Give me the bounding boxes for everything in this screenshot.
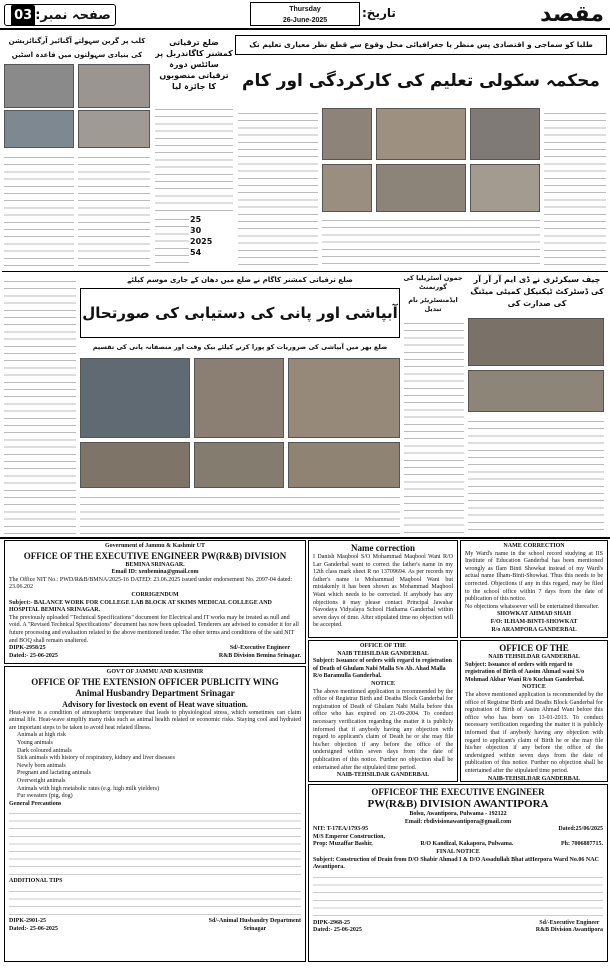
ad-body: My Ward's name in the school record studying at IIS Institute of Education Ganderbal has been mentioned wrongly as Ilam Binti Showkat instead of my Ward's actual name Ilham-Binti-Showkat. Thus this needs to be corrected. Objections if any in this regard, may be filed to the school office within 7 days from the date of publication of this notice.	[465, 550, 603, 603]
ad-title2: PW(R&B) DIVISION AWANTIPORA	[367, 798, 549, 810]
mid-col-headline: ضلع ترقیاتی کمشنر کاگاندربل پر سائٹس دورہ ترقیاتی منصوبوں کا جائزہ لیا	[155, 38, 233, 91]
news-photo	[4, 64, 74, 108]
ad-sign: NAIB-TEHSILDAR GANDERBAL	[487, 775, 581, 782]
news-photo	[80, 358, 190, 438]
ad-final-notice: FINAL NOTICE	[436, 848, 480, 855]
ad-email: Email ID: xenbemina@gmail.com	[111, 569, 199, 576]
article-text	[9, 808, 301, 878]
ad-advisory: Advisory for livestock on event of Heat wave situation.	[62, 699, 248, 709]
list-item: Newly born animals	[17, 762, 66, 769]
ad-gov: GOVT OF JAMMU AND KASHMIR	[106, 669, 204, 675]
ad-body: Heat-wave is a condition of atmospheric temperature that leads to physiological stress, which sometimes can claim animal life. Heat-wave simplify many risks such as animal health related or economic risks. Staying cool and hydrated are important steps to be taken to avoid heat related illness.	[9, 709, 301, 731]
news-photo	[470, 108, 540, 160]
ad-sign: F/O: ILHAM-BINTI-SHOWKAT	[490, 618, 578, 625]
ad-title: OFFICEOF THE EXECUTIVE ENGINEER	[371, 787, 545, 797]
ad-dipk: DIPK-2958/25	[9, 645, 46, 652]
list-item: Pregnant and lactating animals	[17, 770, 91, 777]
news-photo	[376, 164, 466, 212]
ad-dated: Dated:- 25-06-2025	[313, 927, 362, 934]
second-story-headline: آبپاشی اور پانی کی دستیابی کی صورتحال	[80, 288, 400, 338]
day: Thursday	[289, 6, 321, 13]
news-photo	[322, 108, 372, 160]
news-photo	[288, 358, 400, 438]
list-item: Fur sweaters (pig, dog)	[17, 793, 73, 800]
ad-sign: Sd/-Animal Husbandry Department	[208, 917, 301, 924]
ad-dated: Dated:- 25-06-2025	[9, 652, 58, 659]
ad-pwd-awantipora	[308, 784, 608, 962]
news-photo	[78, 64, 150, 108]
list-item: Sick animals with history of respiratory, kidney and liver diseases	[17, 755, 175, 762]
article-text	[544, 108, 606, 268]
top-story-strap: طلبا کو سماجی و اقتصادی پس منظر یا جغرافیائی محل وقوع سے قطع نظر معیاری تعلیم تک	[235, 35, 607, 55]
article-text	[9, 886, 301, 918]
ad-gov: Government of Jammu & Kashmir UT	[104, 543, 206, 549]
ad-nit: The Office NIT No.: PWD/R&B/BMNA/2025-16 DATED: 23.06.2025 issued under endorsement No. 2097-04 dated: 23.06.202	[9, 576, 293, 591]
ad-sign: R&B Division Bemina Srinagar.	[218, 652, 301, 659]
short-story-headline: جموں آسٹریلیا کی گورنمنٹ	[403, 274, 463, 291]
divider	[2, 271, 608, 272]
date: 26-June-2025	[282, 17, 328, 24]
article-text	[313, 872, 603, 920]
list-item: Overweight animals	[17, 777, 66, 784]
ad-title: OFFICE OF THE EXECUTIVE ENGINEER PW(R&B) DIVISION	[23, 550, 287, 561]
numbers-block	[190, 214, 230, 258]
ad-body: The above mentioned application is recommended by the office of Registrar Birth and Deaths Block Ganderbal for registration of Birth of Aasim Ahmad Wani before this office who has born on 13-01-2013. To conduct necessary verification regarding the matter it is publicly informed that if anybody having any objection with regard to applicant's claim of Birth he or she may file his/her objection if any before the office of the undersigned within seven days from the date of publication of this notice. Further no objection shall be entertained after the stipulated time period.	[465, 691, 603, 774]
ad-sign: R&B Division Awantipora	[535, 927, 603, 934]
ad-dipk: DIPK-2901-25	[9, 917, 46, 924]
ad-dated: Dated:- 25-06-2025	[9, 925, 58, 932]
page-number: 03	[11, 5, 35, 26]
ad-title: NAME CORRECTION	[503, 543, 565, 549]
article-text	[78, 152, 150, 267]
ad-body: The above mentioned application is recommended by the office of Registrar Birth and Deaths Block Ganderbal for registration of Death of Ghulam Nabi Malla before this office who has expired on 21-09-2004. To conduct necessary verification regarding the matter it is publicly informed that if anybody having any objection with regard to applicant's claim of Death he or she may file his/her objection if any before the office of the undersigned within seven days from the date of publication of this notice. Further no objection shall be entertained after the stipulated time period.	[313, 688, 453, 771]
article-text	[322, 215, 540, 268]
article-text	[4, 276, 76, 534]
number-1: 25	[190, 215, 202, 224]
news-photo	[194, 442, 284, 488]
brand-logo: مقصد	[540, 2, 604, 27]
ad-sign: NAIB-TEHSILDAR GANDERBAL	[336, 772, 430, 779]
news-photo	[470, 164, 540, 212]
news-photo	[80, 442, 190, 488]
ad-dipk: DIPK-2968-25	[313, 919, 350, 926]
article-text	[155, 104, 233, 214]
ad-sign: R/o ARAMPORA GANDERBAL	[491, 626, 577, 633]
ad-animal-husbandry	[4, 666, 306, 962]
ad-name-correction-1	[308, 540, 458, 638]
ad-date: Dated:25/06/2025	[558, 826, 603, 833]
list-item: Dark coloured animals	[17, 747, 72, 754]
number-3: 2025	[190, 237, 213, 246]
ad-sign: Srinagar	[243, 925, 267, 932]
date-box	[250, 2, 360, 26]
top-story-headline: محکمہ سکولی تعلیم کی کارکردگی اور کام	[242, 71, 600, 91]
number-4: 54	[190, 248, 202, 257]
ad-sign: Sd/-Executive Engineer	[229, 645, 291, 652]
ad-name-correction-2	[460, 540, 608, 638]
ad-notice: NOTICE	[522, 684, 546, 691]
short-story-sub: ایڈمنسٹریٹر نام تبدیل	[408, 296, 458, 313]
left-story-headline-2: کی بنیادی سہولتوں میں قاعدہ اسٹیں	[11, 51, 143, 59]
news-photo	[322, 164, 372, 212]
ad-notice: NOTICE	[371, 680, 395, 687]
ad-title2: Animal Husbandry Department Srinagar	[75, 687, 235, 698]
article-text	[404, 318, 464, 534]
second-story-strap: ضلع ترقیاتی کمشنر کاگام نے ضلع میں دھان کے جاری موسم کیلئے	[127, 276, 353, 284]
ad-place: BEMINA SRINAGAR.	[125, 561, 185, 568]
news-photo	[4, 110, 74, 148]
ad-sign: Sd/-Executive Engineer	[539, 919, 600, 926]
ad-subject: Subject: Issuance of orders with regard to registration of Birth of Aasim Ahmad wani S/o Mohmad Akbar Wani R/o Kuchan Ganderbal.	[465, 661, 585, 683]
ad-subject: Subject: Construction of Drain from D/O Shabir Ahmad I & D/O Assadullah Bhat atHerpora Ward No.06 NAC Awantipora.	[313, 856, 599, 871]
ad-title: Name correction	[350, 543, 416, 553]
ad-email: Email: rbdivisionawantipora@gmail.com	[404, 818, 512, 825]
article-text	[468, 416, 604, 534]
ad-body: No objections whatsoever will be entertained thereafter.	[465, 603, 600, 610]
ad-address: Bolsu, Awantipora, Pulwama - 192122	[409, 811, 507, 817]
ad-body: I Danish Maqbool S/O Mohammad Maqbool Wani R/O Lar Ganderbal want to correct the father's name in my 12th class mark sheet R no 13709694. As per records my father's name is Mohammad Maqbool Wani but mistakenly it has been shown as Mohammad Maqbool Wani which needs to be corrected. If anybody has any objections it may please contact Principal Jawahar Navodaya Vidyalaya School Hathama Ganderbal within seven days of time. After stipulated time no objection will be accepted.	[313, 554, 453, 629]
number-2: 30	[190, 226, 202, 235]
ad-ms: M/S Emperor Construction,	[313, 833, 385, 840]
ad-nit: NIT: T-17EA/1793-95	[313, 826, 369, 833]
ad-tehsildar-1	[308, 640, 458, 782]
page-label: صفحہ نمبر:	[35, 8, 111, 23]
divider	[0, 537, 610, 539]
article-text	[238, 108, 318, 268]
ad-pwd-bemina	[4, 540, 306, 664]
ad-title: OFFICE OF THE	[359, 643, 407, 649]
news-photo	[468, 370, 604, 412]
list-item: Young animals	[17, 739, 53, 746]
ad-prop: Prop: Muzaffar Bashir,	[313, 841, 373, 848]
right-mid-headline: چیف سیکرٹری نے ڈی ایم آر آر آر کی ڈسٹرکٹ ٹیکنیکل کمیٹی میٹنگ کی صدارت کی	[470, 275, 604, 308]
ad-title: OFFICE OF THE EXTENSION OFFICER PUBLICITY WING	[31, 676, 279, 687]
ad-precautions: General Precautions	[9, 800, 62, 807]
ad-title: OFFICE OF THE	[499, 643, 569, 653]
ad-sign: SHOWKAT AHMAD SHAH	[496, 611, 572, 618]
ad-title2: NAIB TEHSILDAR GANDERBAL	[488, 654, 580, 660]
news-photo	[288, 442, 400, 488]
article-text	[4, 152, 74, 267]
article-text	[155, 214, 189, 269]
news-photo	[194, 358, 284, 438]
ad-subject: Subject:- BALANCE WORK FOR COLLEGE LAB BLOCK AT SKIMS MEDICAL COLLEGE AND HOSPITAL BEMINA SRINAGAR.	[9, 599, 272, 614]
ad-addr: R/O Kandizal, Kakapora, Pulwama.	[420, 841, 514, 848]
ad-tehsildar-2	[460, 640, 608, 782]
news-photo	[78, 110, 150, 148]
page-number-box	[4, 4, 116, 26]
ad-subject: Subject: Issuance of orders with regard to registration of Death of Ghulam Nabi Malla S/o Ab. Ahad Malla R/o Baramulla Ganderbal.	[313, 658, 452, 680]
list-item: Animals with high metabolic rates (e.g. high milk yielders)	[17, 785, 159, 792]
ad-tips: ADDITIONAL TIPS	[9, 878, 63, 885]
ad-corrigendum: CORRIGENDUM	[131, 591, 179, 598]
article-text	[80, 492, 400, 534]
news-photo	[376, 108, 466, 160]
left-story-headline-1: کلب پر گرین سہولتے آگنائیز آرگنائزیشن	[8, 37, 146, 45]
date-label: تاریخ:	[362, 6, 396, 20]
list-item: Animals at high risk	[17, 732, 66, 739]
news-photo	[468, 318, 604, 366]
ad-body: The previously uploaded "Technical Specifications" document for Electrical and IT works may be treated as null and void. A "Revised Technical Specifications" document has now been uploaded. Tenderers are advised to consider it for all future processing and evaluation related to the above mentioned tender. The other terms and conditions of the said NIT and BOQ shall remain unaltered.	[9, 614, 299, 644]
ad-title2: NAIB TEHSILDAR GANDERBAL	[337, 650, 429, 657]
ad-phone: Ph: 7006887715.	[561, 841, 603, 848]
second-story-subhead: ضلع بھر میں آبپاشی کی ضروریات کو پورا کرنے کیلئے بیک وقت اور منصفانہ پانی کی تقسیم	[92, 343, 388, 351]
